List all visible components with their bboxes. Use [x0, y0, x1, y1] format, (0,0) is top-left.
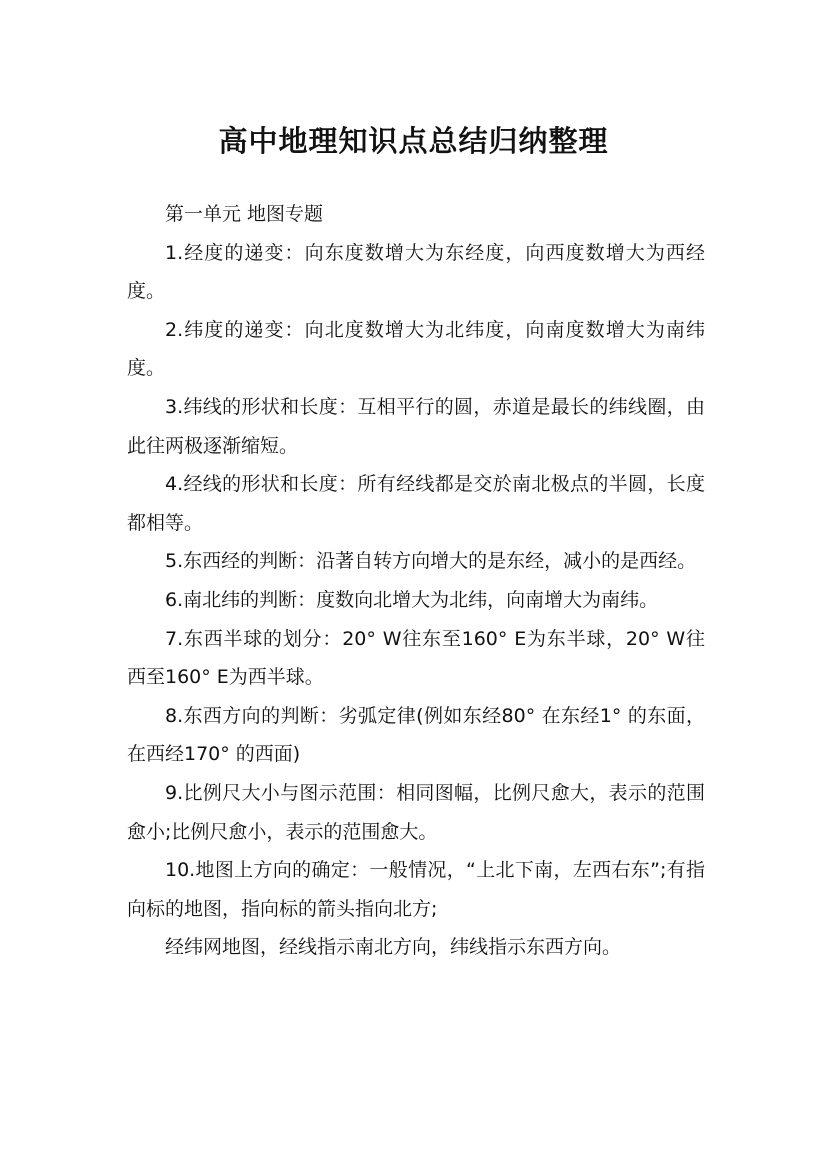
paragraph-6: 6.南北纬的判断：度数向北增大为北纬，向南增大为南纬。 [165, 588, 659, 611]
paragraph-5: 5.东西经的判断：沿著自转方向增大的是东经，减小的是西经。 [165, 550, 697, 573]
paragraph-8: 8.东西方向的判断：劣弧定律(例如东经80° 在东经1° 的东面，在西经170° 的西面) [127, 704, 705, 766]
paragraph-7: 7.东西半球的划分：20° W往东至160° E为东半球，20° W往西至160° E为西半球。 [127, 627, 705, 689]
unit-heading: 第一单元 地图专题 [165, 203, 324, 225]
page-title: 高中地理知识点总结归纳整理 [218, 124, 609, 159]
paragraph-11: 经纬网地图，经线指示南北方向，纬线指示东西方向。 [165, 936, 622, 959]
paragraph-4: 4.经线的形状和长度：所有经线都是交於南北极点的半圆，长度都相等。 [127, 473, 705, 534]
paragraph-10: 10.地图上方向的确定：一般情况，“上北下南，左西右东”;有指向标的地图，指向标的箭头指向北方; [127, 859, 705, 920]
paragraph-3: 3.纬线的形状和长度：互相平行的圆，赤道是最长的纬线圈，由此往两极逐渐缩短。 [127, 395, 705, 457]
document-body [127, 195, 705, 967]
paragraph-1: 1.经度的递变：向东度数增大为东经度，向西度数增大为西经度。 [127, 241, 705, 303]
paragraph-9: 9.比例尺大小与图示范围：相同图幅，比例尺愈大，表示的范围愈小;比例尺愈小，表示的范围愈大。 [127, 781, 705, 843]
paragraph-2: 2.纬度的递变：向北度数增大为北纬度，向南度数增大为南纬度。 [127, 318, 705, 380]
